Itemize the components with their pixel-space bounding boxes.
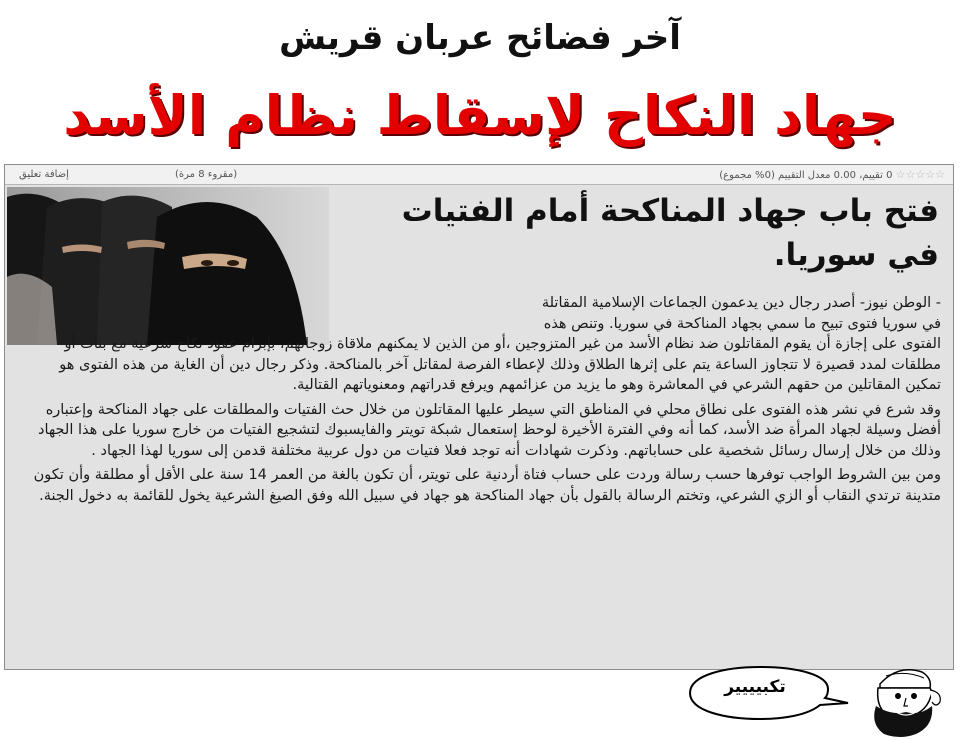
speech-bubble-text: تكبيييير [724,677,786,697]
star-icon[interactable]: ☆ [905,168,916,181]
star-icon[interactable]: ☆ [935,168,945,181]
bearded-man-cartoon-icon [850,662,950,738]
article-headline [339,189,939,277]
rating-area[interactable] [719,165,945,186]
headline-line-2: في سوريا. [773,237,939,273]
star-icon[interactable]: ☆ [925,168,936,181]
article-toolbar [5,165,953,185]
article-paragraph-1-top [21,293,941,334]
page-main-title: جهاد النكاح لإسقاط نظام الأسد [63,84,897,147]
article-paragraph-3: ومن بين الشروط الواجب توفرها حسب رسالة وردت على حساب فتاة أردنية على تويتر، أن تكون بالغة من العمر 14 سنة على الأقل أو مطلقة وأن تكون متدينة ترتدي النقاب أو الزي الشرعي، وتختم الرسالة بالقول بأن جهاد المناكحة هو جهاد في سبيل الله وفق الصيغ الشرعية يخول للقائمة به دخول الجنة. [33,467,941,504]
article-paragraph-2: وقد شرع في نشر هذه الفتوى على نطاق محلي في المناطق التي سيطر عليها المقاتلون من خلال حث الفتيات والمطلقات على جهاد المناكحة وإعتباره أفضل وسيلة لجهاد المرأة ضد الأسد، كما أنه وفي الفترة الأخيرة لوحظ إستعمال شبكة تويتر والفايسبوك لتشجيع الفتيات من خارج سوريا على هذا الجهاد وذلك من خلال إرسال رسائل شخصية على حساباتهم. وذكرت شهادات أنه توجد فعلا فتيات من دول عربية مختلفة قدمن إلى سوريا لهذا الجهاد . [37,401,941,459]
article-body [21,293,941,510]
article-paragraph-1-rest: الفتوى على إجازة أن يقوم المقاتلون ضد نظام الأسد من غير المتزوجين ،أو من الذين لا يمكنهم ملاقاة زوجاتهم، بإبرام عقود نكاح شرعية مع بنات أو مطلقات لمدد قصيرة لا تتجاوز الساعة يتم على إثرها الطلاق وذلك لإعطاء الفرصة لمقاتل آخر بالمناكحة. وذكر رجال دين أن الغاية من هذه الفتوى هو تمكين المقاتلين من حقهم الشرعي في المعاشرة وهو ما يزيد من عزائمهم ويرفع قدراتهم ومعنوياتهم القتالية. [59,336,941,393]
rating-text: 0 تقييم، 0.00 معدل التقييم (0% مجموع) [719,170,893,181]
star-icon[interactable]: ☆ [895,168,906,181]
paragraph-1-line-2: في سوريا فتوى تبيح ما سمي بجهاد المناكحة في سوريا. وتنص هذه [543,315,941,332]
add-comment-link[interactable]: إضافة تعليق [19,169,69,180]
news-clipping [4,164,954,670]
headline-line-1: فتح باب جهاد المناكحة أمام الفتيات [401,193,939,229]
page-top-title: آخر فضائح عربان قريش [279,18,681,58]
star-icon[interactable]: ☆ [915,168,926,181]
read-count: (مقروء 8 مرة) [175,169,238,180]
paragraph-1-line-1: - الوطن نيوز- أصدر رجال دين يدعمون الجماعات الإسلامية المقاتلة [541,295,941,311]
